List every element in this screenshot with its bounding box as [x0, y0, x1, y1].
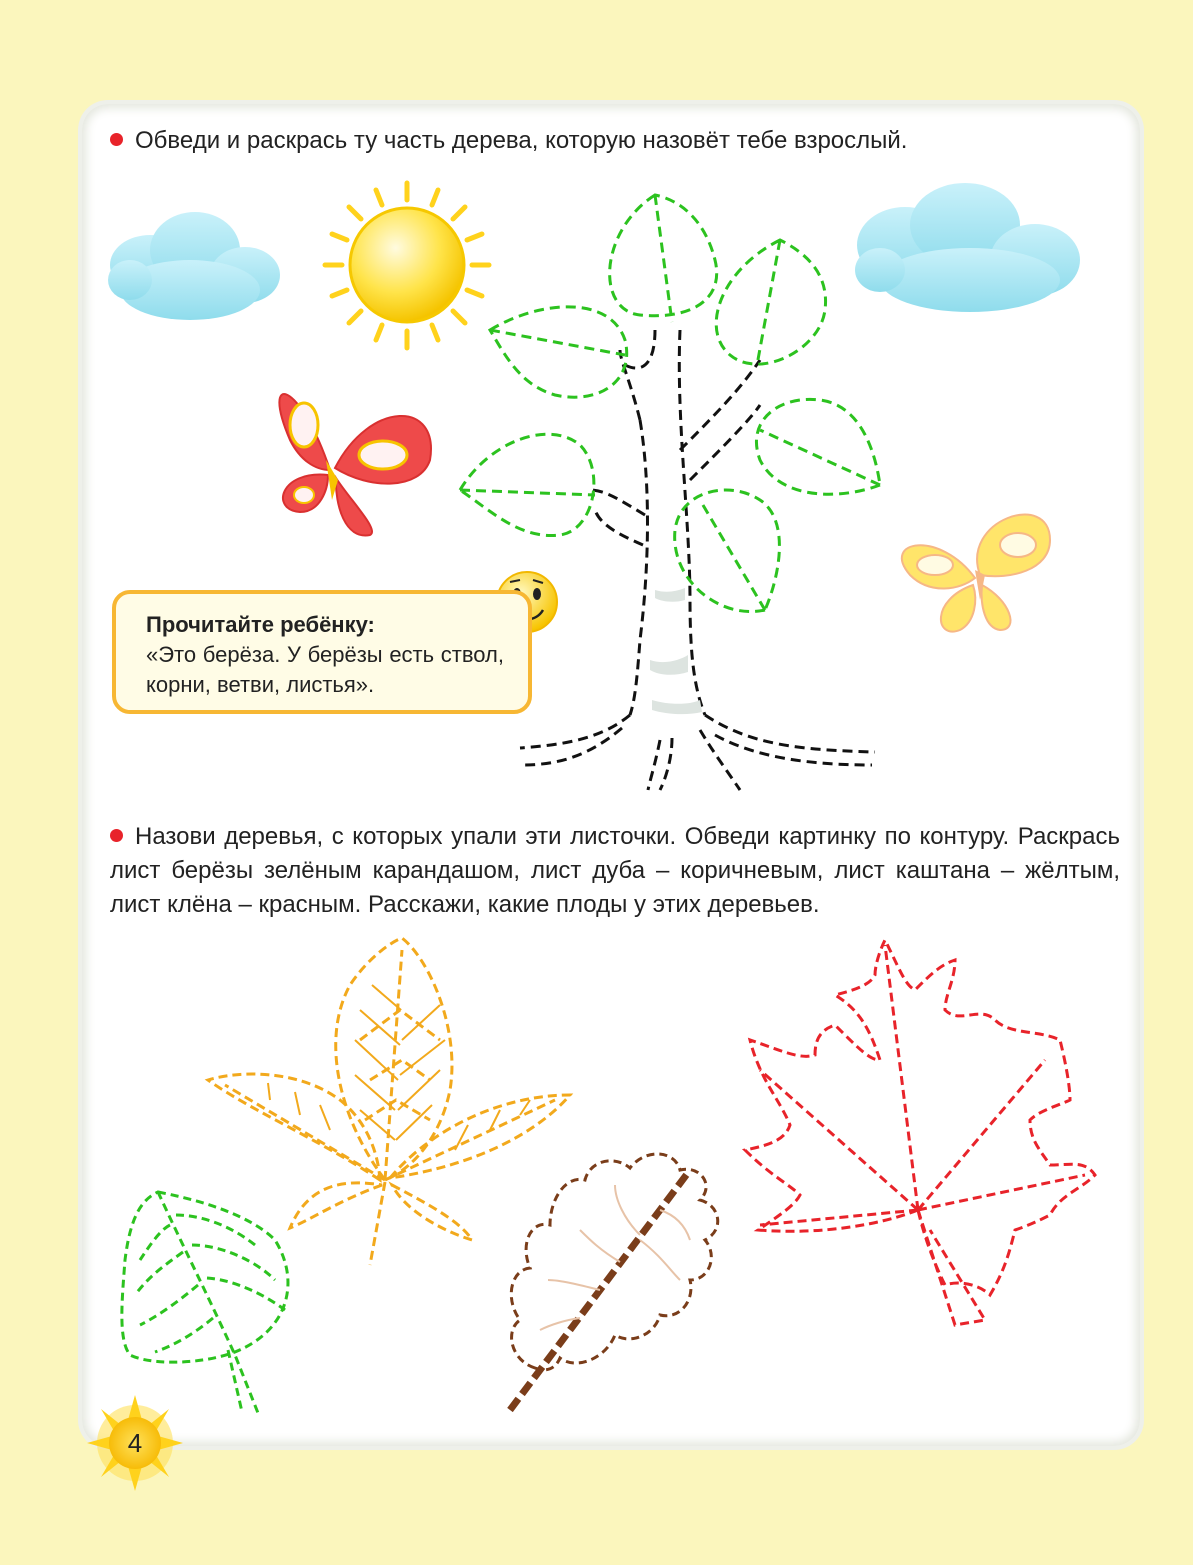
note-box [112, 590, 532, 714]
tree-trunk [679, 330, 705, 715]
tree-leaves [460, 195, 880, 612]
tree-branch [625, 330, 655, 368]
page-number: 4 [127, 1428, 143, 1458]
butterfly-red-icon [279, 394, 431, 535]
tree-branch [690, 405, 760, 480]
tree-leaf [716, 240, 825, 365]
sun-icon [325, 183, 489, 348]
tree-branch [595, 510, 643, 545]
note-text: «Это берёза. У берёзы есть ствол, корни, ветви, листья». [146, 642, 504, 697]
chestnut-leaf-outline [208, 938, 570, 1265]
birch-leaf-outline [122, 1192, 288, 1413]
cloud-left-icon [108, 212, 280, 320]
task-1-text: Обведи и раскрась ту часть дерева, которую назовёт тебе взрослый. [135, 127, 908, 154]
tree-root [660, 738, 672, 790]
tree-leaf [756, 399, 880, 494]
maple-leaf-outline [745, 940, 1095, 1325]
cloud-right-icon [855, 183, 1080, 312]
tree-branch [620, 350, 640, 420]
tree-leaf [610, 195, 717, 322]
tree-branch [680, 360, 760, 450]
tree-root [520, 715, 630, 748]
note-title: Прочитайте ребёнку: [146, 612, 375, 637]
tree-branch [590, 490, 645, 515]
tree-leaf [490, 307, 627, 397]
bullet-icon [110, 829, 123, 842]
butterfly-yellow-icon [902, 515, 1050, 632]
tree-trunk [630, 420, 648, 715]
oak-leaf-veins [540, 1185, 690, 1330]
tree-root [648, 740, 660, 790]
trunk-bark-marks [650, 588, 702, 714]
birch-tree-outline [520, 330, 875, 790]
tree-leaf [460, 434, 595, 535]
task-2-instruction [110, 820, 1120, 922]
tree-root [705, 715, 875, 752]
task-2-text: Назови деревья, с которых упали эти листочки. Обведи картинку по контуру. Раскрась лист берёзы зелёным карандашом, лист дуба – коричневым, лист каштана – жёлтым, лист клёна – красным. Расскажи, какие плоды у этих деревьев. [110, 823, 1120, 918]
